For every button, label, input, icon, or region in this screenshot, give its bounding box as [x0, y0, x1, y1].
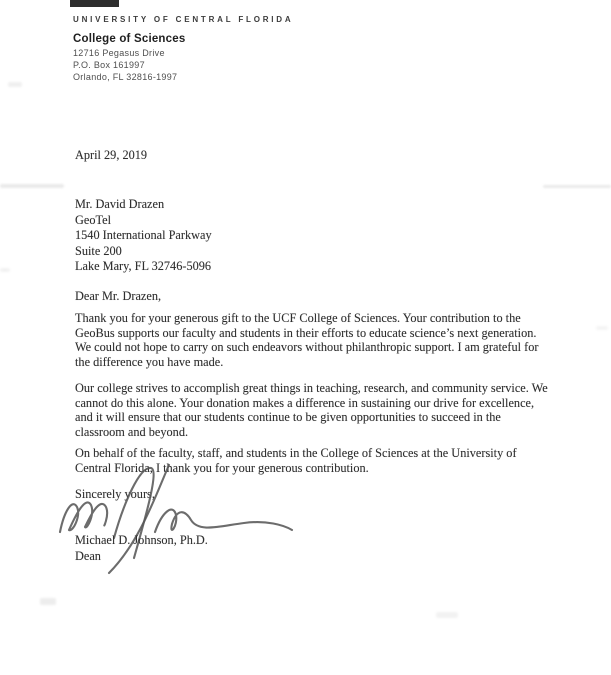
letter-date: April 29, 2019 [75, 148, 148, 162]
recipient-line: Mr. David Drazen [75, 197, 165, 211]
ucf-logo-remnant [70, 0, 119, 7]
signatory-title: Dean [75, 549, 101, 563]
scan-smudge [543, 185, 611, 188]
scan-smudge [596, 326, 608, 330]
recipient-address-block [75, 197, 549, 275]
recipient-line: GeoTel [75, 212, 112, 227]
signatory-name: Michael D. Johnson, Ph.D. [75, 533, 208, 547]
scan-smudge [40, 598, 56, 605]
letterhead-address-line: Orlando, FL 32816-1997 [73, 72, 178, 82]
recipient-line: Lake Mary, FL 32746-5096 [75, 259, 212, 273]
scan-smudge [8, 82, 22, 87]
body-paragraph: Thank you for your generous gift to the UCF College of Sciences. Your contribution to the GeoBus supports our faculty and students in their efforts to educate science’s next generation. We could not hope to carry on such endeavors without philanthropic support. I am grateful for the difference you have made. [75, 311, 539, 370]
letterhead-address-line: P.O. Box 161997 [73, 60, 145, 70]
recipient-line: Suite 200 [75, 243, 122, 258]
scan-smudge [0, 184, 64, 188]
salutation: Dear Mr. Drazen, [75, 289, 162, 303]
body-paragraph: On behalf of the faculty, staff, and students in the College of Sciences at the University of Central Florida, I thank you for your generous contribution. [75, 446, 517, 475]
recipient-line: 1540 International Parkway [75, 228, 212, 242]
university-name: UNIVERSITY OF CENTRAL FLORIDA [73, 15, 294, 24]
scan-smudge [436, 612, 458, 618]
body-paragraph: Our college strives to accomplish great things in teaching, research, and community service. We cannot do this alone. Your donation makes a difference in sustaining our drive for excellence, and it will ensure that our students continue to be given opportunities to succeed in the classroom and beyond. [75, 381, 548, 440]
college-name: College of Sciences [73, 33, 186, 45]
letterhead-address-line: 12716 Pegasus Drive [73, 48, 165, 58]
scan-smudge [0, 268, 10, 272]
valediction: Sincerely yours, [75, 487, 155, 501]
